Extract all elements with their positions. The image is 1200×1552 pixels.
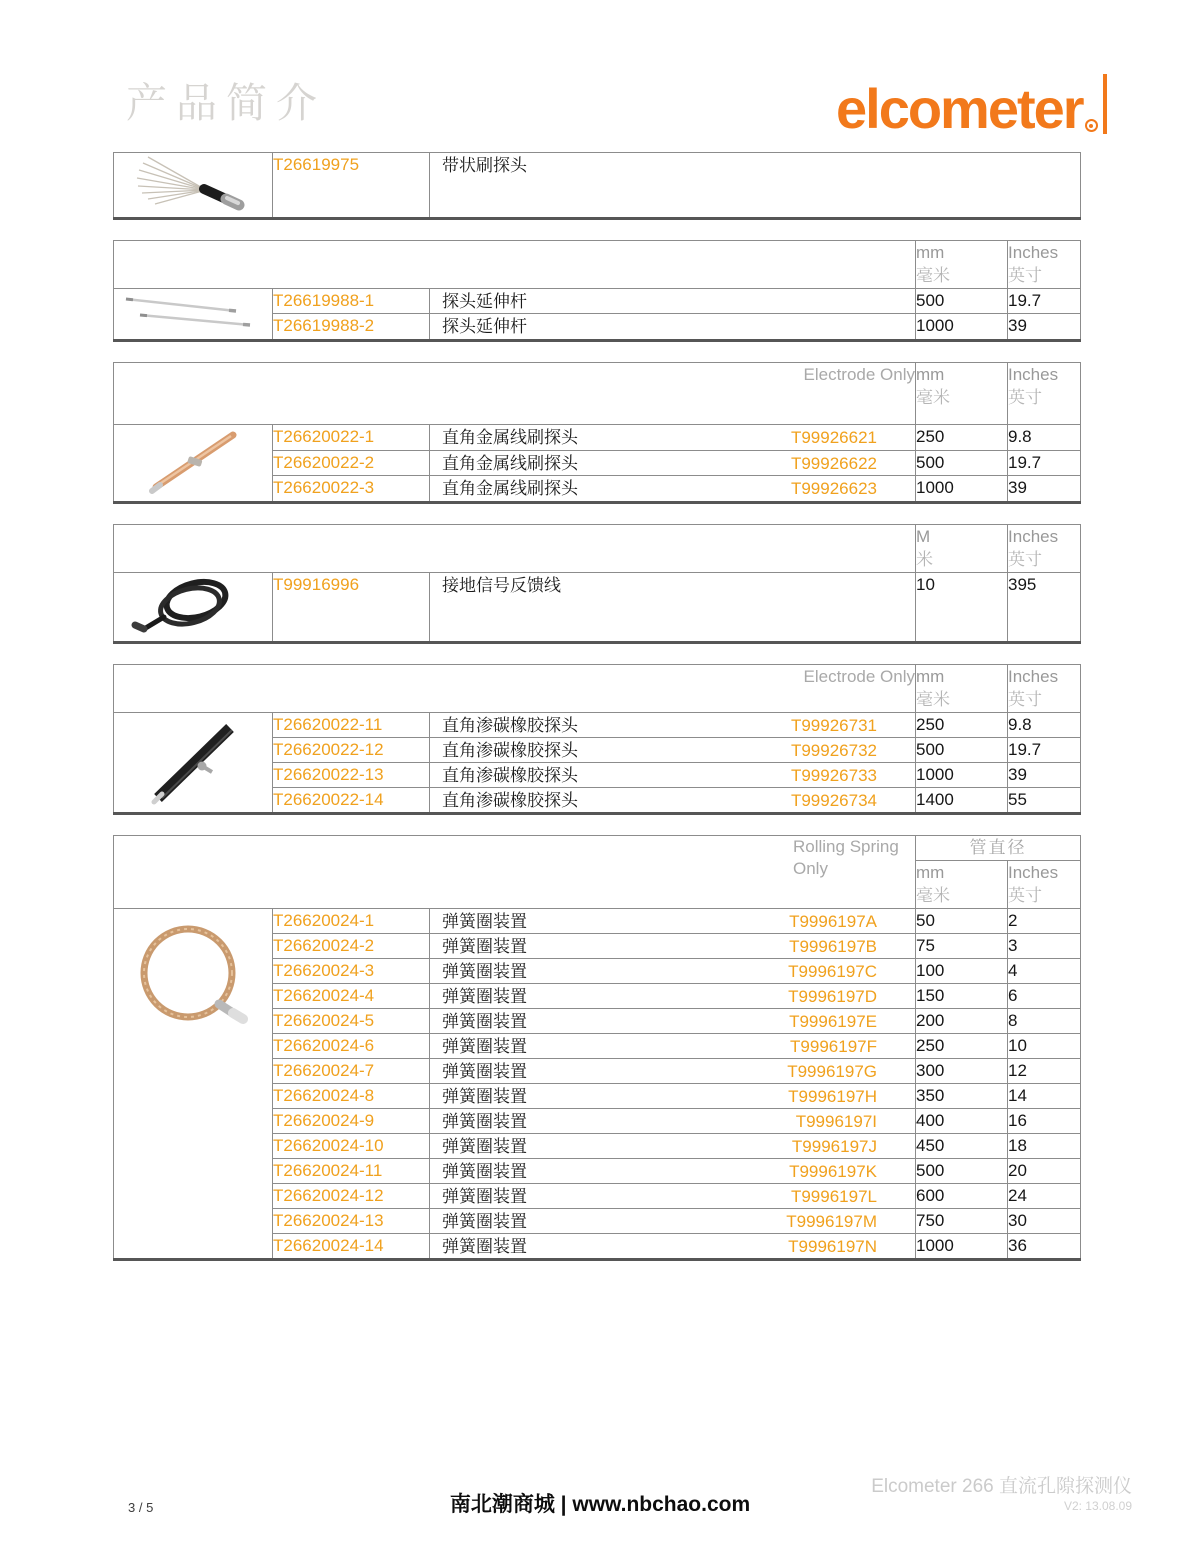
footer-site-text: 南北潮商城 | www.nbchao.com xyxy=(449,1493,751,1516)
unit-label-en: M xyxy=(916,527,931,546)
product-description-cell xyxy=(430,1009,916,1034)
product-description: 弹簧圈装置 xyxy=(442,962,527,981)
value-mm: 75 xyxy=(916,934,1008,959)
product-description-cell xyxy=(430,1234,916,1260)
unit-header-cell xyxy=(916,861,1008,909)
table-row xyxy=(114,289,1081,314)
unit-label-en: mm xyxy=(916,863,945,882)
product-description: 弹簧圈装置 xyxy=(442,1087,527,1106)
table-row xyxy=(114,425,1081,451)
page-number: 3 / 5 xyxy=(128,1500,154,1515)
value-mm: 1000 xyxy=(916,314,1008,341)
value-inches: 4 xyxy=(1008,959,1081,984)
product-image-cell xyxy=(114,713,273,814)
product-description: 弹簧圈装置 xyxy=(442,1062,527,1081)
unit-header-cell xyxy=(916,363,1008,425)
unit-header-cell xyxy=(1008,241,1081,289)
electrode-code: T9996197H xyxy=(788,1087,877,1106)
header-label-cell xyxy=(114,363,916,425)
value-mm: 50 xyxy=(916,909,1008,934)
header-right-label: Rolling Spring Only xyxy=(793,837,899,878)
elcometer-logo-text: elcometer xyxy=(836,77,1083,140)
unit-label-en: Inches xyxy=(1008,863,1059,882)
product-description: 弹簧圈装置 xyxy=(442,912,527,931)
product-description-cell xyxy=(430,450,916,476)
value-mm: 1000 xyxy=(916,1234,1008,1260)
product-description: 直角渗碳橡胶探头 xyxy=(442,741,578,760)
footer-version: V2: 13.08.09 xyxy=(1063,1499,1132,1513)
unit-header-cell xyxy=(916,665,1008,713)
table-header-row xyxy=(114,363,1081,425)
electrode-code: T9996197G xyxy=(787,1062,877,1081)
value-inches: 10 xyxy=(1008,1034,1081,1059)
electrode-code: T99926734 xyxy=(790,791,877,810)
product-table xyxy=(113,835,1081,1261)
value-inches: 2 xyxy=(1008,909,1081,934)
product-image-cell xyxy=(114,425,273,503)
product-description-cell xyxy=(430,1084,916,1109)
table-row xyxy=(114,153,1081,219)
unit-header-cell xyxy=(916,525,1008,573)
table-header-row xyxy=(114,836,1081,861)
product-description-cell xyxy=(430,1184,916,1209)
header-label-cell xyxy=(114,525,916,573)
product-description-cell xyxy=(430,153,1081,219)
value-mm: 500 xyxy=(916,738,1008,763)
value-inches: 19.7 xyxy=(1008,450,1081,476)
unit-label-zh: 英寸 xyxy=(1008,886,1042,905)
electrode-code: T9996197L xyxy=(790,1187,877,1206)
unit-label-zh: 英寸 xyxy=(1008,266,1043,285)
product-description: 弹簧圈装置 xyxy=(442,1012,527,1031)
pipe-diameter-header: 管直径 xyxy=(916,836,1081,861)
product-description-cell xyxy=(430,1059,916,1084)
value-mm: 200 xyxy=(916,1009,1008,1034)
unit-label-en: mm xyxy=(916,365,945,384)
product-description-cell xyxy=(430,934,916,959)
product-description: 直角金属线刷探头 xyxy=(442,428,578,447)
product-code: T26620022-14 xyxy=(273,788,430,814)
value-inches: 8 xyxy=(1008,1009,1081,1034)
value-inches: 39 xyxy=(1008,763,1081,788)
product-code: T26620022-11 xyxy=(273,713,430,738)
electrode-code: T99926621 xyxy=(790,428,877,447)
header-right-label: Electrode Only xyxy=(803,667,915,686)
product-description-cell xyxy=(430,425,916,451)
value-inches: 9.8 xyxy=(1008,713,1081,738)
product-description: 弹簧圈装置 xyxy=(442,1212,527,1231)
unit-header-cell xyxy=(916,241,1008,289)
value-inches: 14 xyxy=(1008,1084,1081,1109)
product-code: T26620024-6 xyxy=(273,1034,430,1059)
product-code: T26620022-13 xyxy=(273,763,430,788)
header-right-label: Electrode Only xyxy=(803,365,915,384)
product-description: 探头延伸杆 xyxy=(442,292,527,311)
product-table xyxy=(113,152,1081,220)
product-code: T26620024-7 xyxy=(273,1059,430,1084)
value-inches: 18 xyxy=(1008,1134,1081,1159)
value-inches: 12 xyxy=(1008,1059,1081,1084)
rolling-spring-photo xyxy=(118,1026,268,1045)
product-description-cell xyxy=(430,959,916,984)
value-mm: 1400 xyxy=(916,788,1008,814)
product-description: 探头延伸杆 xyxy=(442,317,527,337)
product-description-cell xyxy=(430,788,916,814)
elcometer-logo xyxy=(836,74,1107,140)
product-description-cell xyxy=(430,314,916,341)
electrode-code: T99926622 xyxy=(790,453,877,473)
unit-label-zh: 毫米 xyxy=(916,690,950,709)
product-code: T26620024-8 xyxy=(273,1084,430,1109)
value-mm: 400 xyxy=(916,1109,1008,1134)
value-inches: 16 xyxy=(1008,1109,1081,1134)
page-title: 产品简介 xyxy=(126,79,326,127)
value-mm: 250 xyxy=(916,713,1008,738)
product-code: T26620024-12 xyxy=(273,1184,430,1209)
right-angle-wire-brush-probe-photo xyxy=(118,480,268,499)
value-inches: 3 xyxy=(1008,934,1081,959)
table-header-row xyxy=(114,665,1081,713)
product-description: 直角渗碳橡胶探头 xyxy=(442,716,578,735)
product-description-cell xyxy=(430,573,916,643)
table-row xyxy=(114,909,1081,934)
product-table xyxy=(113,240,1081,342)
product-description: 弹簧圈装置 xyxy=(442,1137,527,1156)
product-description: 弹簧圈装置 xyxy=(442,937,527,956)
electrode-code: T9996197K xyxy=(789,1162,877,1181)
right-angle-rubber-probe-photo xyxy=(118,791,268,810)
product-description: 弹簧圈装置 xyxy=(442,1237,527,1256)
product-code: T26620024-1 xyxy=(273,909,430,934)
unit-label-en: mm xyxy=(916,667,945,686)
value-inches: 19.7 xyxy=(1008,738,1081,763)
table-header-row xyxy=(114,525,1081,573)
electrode-code: T99926731 xyxy=(790,716,877,735)
value-mm: 1000 xyxy=(916,476,1008,503)
product-description: 弹簧圈装置 xyxy=(442,987,527,1006)
product-description-cell xyxy=(430,763,916,788)
value-mm: 250 xyxy=(916,425,1008,451)
unit-label-en: Inches xyxy=(1008,365,1059,384)
value-mm: 250 xyxy=(916,1034,1008,1059)
unit-header-cell xyxy=(1008,525,1081,573)
electrode-code: T99926733 xyxy=(790,766,877,785)
value-inches: 6 xyxy=(1008,984,1081,1009)
unit-label-en: Inches xyxy=(1008,527,1059,546)
electrode-code: T9996197E xyxy=(789,1012,877,1031)
product-description: 带状刷探头 xyxy=(442,156,527,175)
electrode-code: T9996197I xyxy=(795,1112,877,1131)
electrode-code: T9996197J xyxy=(791,1137,877,1156)
product-image-cell xyxy=(114,153,273,219)
electrode-code: T9996197A xyxy=(789,912,877,931)
product-table xyxy=(113,362,1081,504)
product-description-cell xyxy=(430,1134,916,1159)
value-inches: 30 xyxy=(1008,1209,1081,1234)
table-row xyxy=(114,713,1081,738)
electrode-code: T9996197C xyxy=(788,962,877,981)
unit-label-en: mm xyxy=(916,243,945,262)
product-code: T26620024-13 xyxy=(273,1209,430,1234)
product-code: T26619988-1 xyxy=(273,289,430,314)
value-inches: 20 xyxy=(1008,1159,1081,1184)
electrode-code: T9996197F xyxy=(790,1037,877,1056)
electrode-code: T9996197N xyxy=(788,1237,877,1256)
product-code: T26620024-4 xyxy=(273,984,430,1009)
product-table xyxy=(113,524,1081,644)
value-mm: 300 xyxy=(916,1059,1008,1084)
product-code: T99916996 xyxy=(273,573,430,643)
product-image-cell xyxy=(114,573,273,643)
value-mm: 450 xyxy=(916,1134,1008,1159)
probe-extension-rods-photo xyxy=(118,318,268,337)
value-mm: 100 xyxy=(916,959,1008,984)
unit-header-cell xyxy=(1008,363,1081,425)
ground-signal-cable-photo xyxy=(118,620,268,639)
product-table xyxy=(113,664,1081,815)
product-description-cell xyxy=(430,1209,916,1234)
registered-mark-icon xyxy=(1085,119,1098,132)
footer-right xyxy=(871,1476,1132,1514)
product-code: T26620024-5 xyxy=(273,1009,430,1034)
value-mm: 600 xyxy=(916,1184,1008,1209)
electrode-code: T9996197D xyxy=(788,987,877,1006)
value-mm: 500 xyxy=(916,1159,1008,1184)
product-description-cell xyxy=(430,476,916,503)
unit-label-zh: 毫米 xyxy=(916,388,950,407)
product-description-cell xyxy=(430,738,916,763)
product-description-cell xyxy=(430,1159,916,1184)
logo-bar xyxy=(1103,74,1107,134)
product-description: 直角渗碳橡胶探头 xyxy=(442,766,578,785)
product-code: T26620024-11 xyxy=(273,1159,430,1184)
header-label-cell xyxy=(114,665,916,713)
table-row xyxy=(114,573,1081,643)
product-description: 接地信号反馈线 xyxy=(442,576,561,595)
product-description: 直角金属线刷探头 xyxy=(442,479,578,499)
unit-header-cell xyxy=(1008,861,1081,909)
product-image-cell xyxy=(114,289,273,341)
electrode-code: T9996197M xyxy=(786,1212,877,1231)
product-code: T26620022-1 xyxy=(273,425,430,451)
unit-label-zh: 英寸 xyxy=(1008,388,1042,407)
value-mm: 10 xyxy=(916,573,1008,643)
unit-label-en: Inches xyxy=(1008,667,1059,686)
product-code: T26619975 xyxy=(273,153,430,219)
electrode-code: T9996197B xyxy=(789,937,877,956)
value-mm: 750 xyxy=(916,1209,1008,1234)
product-code: T26620024-2 xyxy=(273,934,430,959)
product-description: 弹簧圈装置 xyxy=(442,1112,527,1131)
product-code: T26620024-10 xyxy=(273,1134,430,1159)
unit-header-cell xyxy=(1008,665,1081,713)
product-code: T26620022-3 xyxy=(273,476,430,503)
product-code: T26620022-12 xyxy=(273,738,430,763)
unit-label-en: Inches xyxy=(1008,243,1059,262)
value-mm: 1000 xyxy=(916,763,1008,788)
header-label-cell xyxy=(114,241,916,289)
value-inches: 36 xyxy=(1008,1234,1081,1260)
value-inches: 55 xyxy=(1008,788,1081,814)
product-description-cell xyxy=(430,289,916,314)
value-mm: 500 xyxy=(916,450,1008,476)
value-inches: 19.7 xyxy=(1008,289,1081,314)
unit-label-zh: 英寸 xyxy=(1008,550,1043,569)
value-inches: 39 xyxy=(1008,476,1081,503)
unit-label-zh: 毫米 xyxy=(916,266,951,285)
value-inches: 9.8 xyxy=(1008,425,1081,451)
value-mm: 350 xyxy=(916,1084,1008,1109)
product-description: 弹簧圈装置 xyxy=(442,1037,527,1056)
value-inches: 39 xyxy=(1008,314,1081,341)
product-description-cell xyxy=(430,984,916,1009)
table-header-row xyxy=(114,241,1081,289)
product-description: 直角渗碳橡胶探头 xyxy=(442,791,578,810)
electrode-code: T99926732 xyxy=(790,741,877,760)
value-mm: 500 xyxy=(916,289,1008,314)
product-description-cell xyxy=(430,909,916,934)
unit-label-zh: 英寸 xyxy=(1008,690,1042,709)
product-description: 弹簧圈装置 xyxy=(442,1187,527,1206)
product-code: T26620022-2 xyxy=(273,450,430,476)
product-code: T26620024-3 xyxy=(273,959,430,984)
product-image-cell xyxy=(114,909,273,1260)
product-description-cell xyxy=(430,1034,916,1059)
footer-product-name: Elcometer 266 直流孔隙探测仪 xyxy=(871,1476,1132,1497)
header-label-cell xyxy=(114,836,916,909)
value-mm: 150 xyxy=(916,984,1008,1009)
product-code: T26620024-14 xyxy=(273,1234,430,1260)
unit-label-zh: 毫米 xyxy=(916,886,950,905)
product-code: T26620024-9 xyxy=(273,1109,430,1134)
product-description: 直角金属线刷探头 xyxy=(442,453,578,473)
product-description: 弹簧圈装置 xyxy=(442,1162,527,1181)
electrode-code: T99926623 xyxy=(790,479,877,499)
value-inches: 24 xyxy=(1008,1184,1081,1209)
product-tables xyxy=(113,152,1080,1281)
unit-label-zh: 米 xyxy=(916,550,934,569)
value-inches: 395 xyxy=(1008,573,1081,643)
tape-brush-probe-photo xyxy=(118,196,268,215)
product-description-cell xyxy=(430,1109,916,1134)
product-code: T26619988-2 xyxy=(273,314,430,341)
product-description-cell xyxy=(430,713,916,738)
